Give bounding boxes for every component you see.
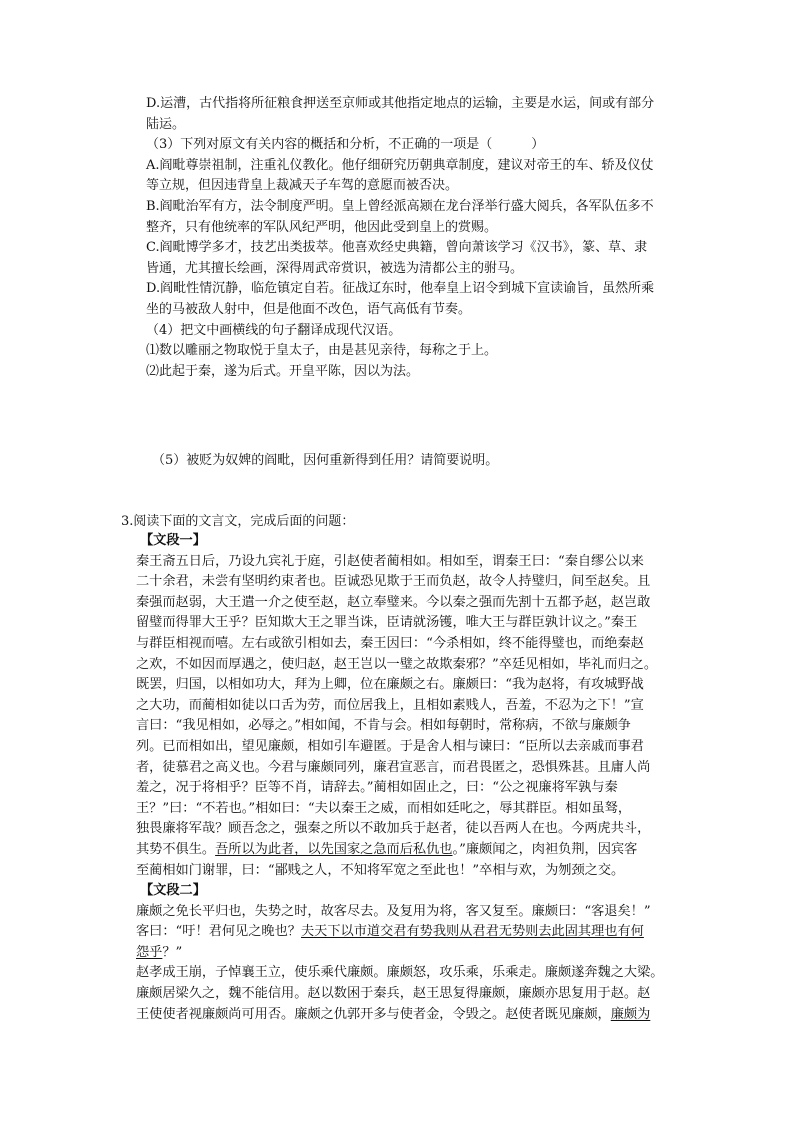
passage-line: 留璧而得罪大王乎？臣知欺大王之罪当诛，臣请就汤镬，唯大王与群臣孰计议之。”秦王: [136, 615, 638, 631]
passage-line: 言曰：“我见相如，必辱之。”相如闻，不肯与会。相如每朝时，常称病，不欲与廉颇争: [136, 718, 631, 734]
passage-line: 王？”曰：“不若也。”相如曰：“夫以秦王之威，而相如廷叱之，辱其群臣。相如虽驽，: [136, 800, 632, 816]
text-run: 。”廉颇闻之，肉袒负荆，因宾客: [452, 841, 638, 857]
choice-d-line: 坐的马被敌人射中，但是他面不改色，语气高低有节奏。: [146, 301, 472, 317]
passage-line: [136, 943, 714, 964]
translation-item-2: ⑵此起于秦，遂为后式。开皇平陈，因以为法。: [146, 363, 420, 379]
passage-line: 秦王斋五日后，乃设九宾礼于庭，引赵使者蔺相如。相如至，谓秦王曰：“秦自缪公以来: [136, 553, 644, 569]
choice-b-line: B.阎毗治军有方，法令制度严明。皇上曾经派高颎在龙台泽举行盛大阅兵，各军队伍多不: [146, 198, 654, 214]
passage-line: [136, 1005, 714, 1026]
choice-a-line: 等立规，但因违背皇上裁减天子车驾的意愿而被否决。: [146, 178, 459, 194]
option-d-line: D.运漕，古代指将所征粮食押送至京师或其他指定地点的运输，主要是水运，间或有部分: [146, 96, 655, 111]
passage-line: 赵孝成王崩，子悼襄王立，使乐乘代廉颇。廉颇怒，攻乐乘，乐乘走。廉颇遂奔魏之大梁。: [136, 965, 664, 981]
underlined-sentence: 吾所以为此者，以先国家之急而后私仇也: [215, 841, 453, 857]
option-d-line: 陆运。: [146, 116, 186, 132]
translation-item-1: ⑴数以雕丽之物取悦于皇太子，由是甚见亲待，每称之于上。: [146, 343, 498, 359]
text-run: 客曰：“吁！君何见之晚也？: [136, 924, 301, 940]
passage-line: 之大功，而蔺相如徒以口舌为劳，而位居我上，且相如素贱人，吾羞，不忍为之下！”宣: [136, 697, 644, 713]
choice-b-line: 整齐，只有他统率的军队风纪严明，他因此受到皇上的赏赐。: [146, 219, 498, 235]
passage-line: 羞之，况于将相乎？臣等不肖，请辞去。”蔺相如固止之，曰：“公之视廉将军孰与秦: [136, 780, 618, 796]
underlined-sentence: 廉颇为: [610, 1006, 651, 1022]
choice-c-line: C.阎毗博学多才，技艺出类拔萃。他喜欢经史典籍，曾向萧该学习《汉书》，篆、草、隶: [146, 240, 648, 256]
passage-line: 者，徒慕君之高义也。今君与廉颇同列，廉君宣恶言，而君畏匿之，恐惧殊甚。且庸人尚: [136, 759, 651, 775]
passage-line: 至蔺相如门谢罪，曰：“鄙贱之人，不知将军宽之至此也！”卒相与欢，为刎颈之交。: [136, 862, 625, 878]
passage-line: 之欢，不如因而厚遇之，使归赵，赵王岂以一璧之故欺秦邪？”卒廷见相如，毕礼而归之。: [136, 656, 658, 672]
passage-line: 秦强而赵弱，大王遣一介之使至赵，赵立奉璧来。今以秦之强而先割十五都予赵，赵岂敢: [136, 594, 651, 610]
passage-line: 列。已而相如出，望见廉颇，相如引车避匿。于是舍人相与谏曰：“臣所以去亲戚而事君: [136, 738, 644, 754]
choice-a-line: A.阎毗尊崇祖制，注重礼仪教化。他仔细研究历朝典章制度，建议对帝王的车、轿及仪仗: [146, 157, 654, 173]
segment-1-heading: 【文段一】: [140, 533, 206, 548]
passage-line: 廉颇居梁久之，魏不能信用。赵以数困于秦兵，赵王思复得廉颇，廉颇亦思复用于赵。赵: [136, 986, 651, 1002]
passage-line: [136, 840, 714, 861]
segment-2-heading: 【文段二】: [140, 883, 206, 899]
underlined-sentence: 怨乎: [136, 944, 163, 960]
text-run: 其势不俱生。: [136, 841, 216, 857]
question-3-heading: 3.阅读下面的文言文，完成后面的问题：: [121, 514, 355, 529]
text-run: 王使使者视廉颇尚可用否。廉颇之仇郭开多与使者金，令毁之。赵使者既见廉颇，: [136, 1006, 611, 1022]
passage-line: 与群臣相视而嘻。左右或欲引相如去，秦王因曰：“今杀相如，终不能得璧也，而绝秦赵: [136, 635, 644, 651]
subquestion-4-stem: （4）把文中画横线的句子翻译成现代汉语。: [146, 322, 402, 338]
subquestion-5-stem: （5）被贬为奴婢的阎毗，因何重新得到任用？请简要说明。: [152, 453, 499, 468]
classical-text-passage: [136, 531, 714, 1025]
passage-line: 二十余君，未尝有坚明约束者也。臣诚恐见欺于王而负赵，故令人持璧归，间至赵矣。且: [136, 574, 651, 590]
passage-line: 独畏廉将军哉？顾吾念之，强秦之所以不敢加兵于赵者，徒以吾两人在也。今两虎共斗，: [136, 821, 651, 837]
subquestion-3-stem: （3）下列对原文有关内容的概括和分析，不正确的一项是（ ）: [146, 137, 545, 153]
passage-line: 既罢，归国，以相如功大，拜为上卿，位在廉颇之右。廉颇曰：“我为赵将，有攻城野战: [136, 677, 644, 693]
passage-line: 廉颇之免长平归也，失势之时，故客尽去。及复用为将，客又复至。廉颇曰：“客退矣！”: [136, 903, 651, 919]
choice-d-line: D.阎毗性情沉静，临危镇定自若。征战辽东时，他奉皇上诏令到城下宣读谕旨，虽然所乘: [146, 281, 655, 297]
text-run: ？”: [162, 944, 183, 960]
question-2-continued: [146, 94, 706, 382]
passage-line: [136, 922, 714, 943]
underlined-sentence: 夫天下以市道交君有势我则从君君无势则去此固其理也有何: [301, 924, 644, 940]
choice-c-line: 皆通，尤其擅长绘画，深得周武帝赏识，被选为清都公主的驸马。: [146, 260, 524, 276]
